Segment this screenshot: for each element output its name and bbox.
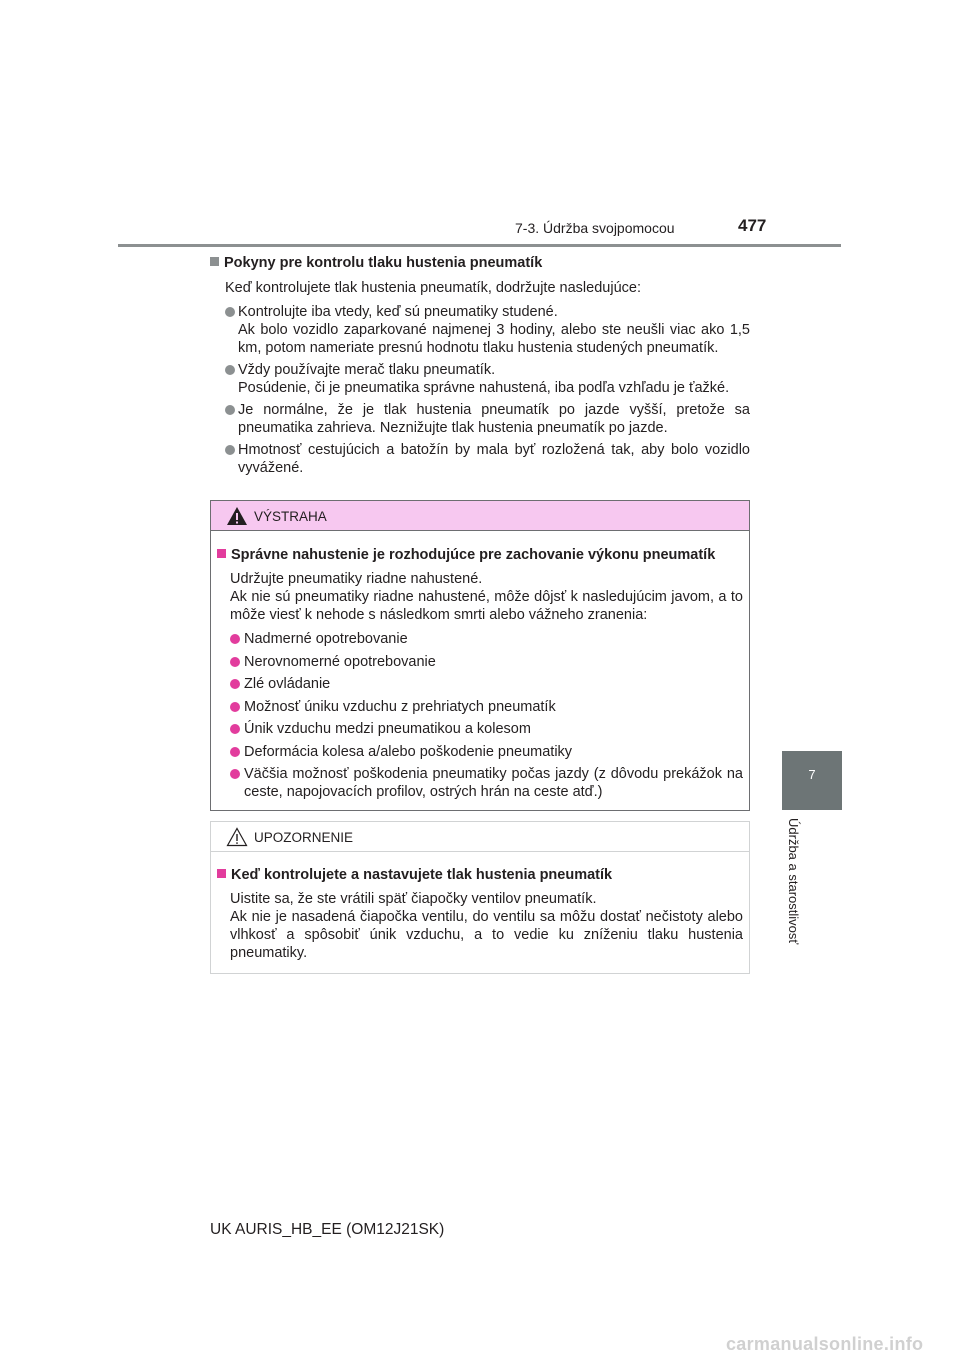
intro-text: Keď kontrolujete tlak hustenia pneumatík, dodržujte nasledujúce: [225,280,641,296]
square-bullet-icon [210,257,219,266]
chapter-side-label [784,818,806,968]
list-item: Kontrolujte iba vtedy, keď sú pneumatiky studené. Ak bolo vozidlo zaparkované najmenej 3 hodiny, alebo ste neušli viac ako 1,5 km, potom nameriate presnú hodnotu tlaku hustenia studených pneumatík. [210,303,750,357]
warning-header [211,501,749,531]
warning-list-item: Deformácia kolesa a/alebo poškodenie pneumatiky [217,743,743,761]
warning-triangle-icon [226,506,248,526]
square-bullet-icon [217,869,226,878]
chapter-tab [782,751,842,810]
warning-list-item: Zlé ovládanie [217,675,743,693]
warning-heading: Správne nahustenie je rozhodujúce pre zachovanie výkonu pneumatík [217,546,743,564]
caution-text: Uistite sa, že ste vrátili späť čiapočky ventilov pneumatík. Ak nie je nasadená čiapočka ventilu, do ventilu sa môžu dostať nečistoty alebo vlhkosť a spôsobiť únik vzduchu, a to vedie ku zníženiu tlaku hustenia pneumatiky. [230,891,743,961]
caution-body [211,852,749,962]
caution-triangle-icon [226,827,248,847]
circle-bullet-icon [225,365,235,375]
watermark: carmanualsonline.info [726,1334,924,1354]
list-item: Je normálne, že je tlak hustenia pneumatík po jazde vyšší, pretože sa pneumatika zahrieva. Neznižujte tlak hustenia pneumatík po jazde. [210,401,750,437]
chapter-number: 7 [808,767,816,782]
section-title: 7-3. Údržba svojpomocou [515,220,675,236]
circle-bullet-icon [230,634,240,644]
warning-list-item: Možnosť úniku vzduchu z prehriatych pneumatík [217,698,743,716]
warning-list-item: Nadmerné opotrebovanie [217,630,743,648]
header-divider [118,244,841,247]
warning-list-item: Nerovnomerné opotrebovanie [217,653,743,671]
page-number: 477 [738,216,767,235]
warning-intro: Udržujte pneumatiky riadne nahustené. Ak nie sú pneumatiky riadne nahustené, môže dôjsť k nasledujúcim javom, a to môže viesť k nehode s následkom smrti alebo vážneho zranenia: [230,571,743,623]
circle-bullet-icon [230,679,240,689]
chapter-title: Údržba a starostlivosť [786,818,801,945]
circle-bullet-icon [230,657,240,667]
square-bullet-icon [217,549,226,558]
warning-body [211,531,749,801]
circle-bullet-icon [225,307,235,317]
main-content [210,254,750,477]
circle-bullet-icon [225,405,235,415]
caution-heading: Keď kontrolujete a nastavujete tlak hustenia pneumatík [217,866,743,884]
circle-bullet-icon [230,702,240,712]
circle-bullet-icon [225,445,235,455]
list-item: Vždy používajte merač tlaku pneumatík. Posúdenie, či je pneumatika správne nahustená, iba podľa vzhľadu je ťažké. [210,361,750,397]
caution-label: UPOZORNENIE [254,830,354,845]
circle-bullet-icon [230,724,240,734]
section-heading: Pokyny pre kontrolu tlaku hustenia pneumatík [210,254,750,272]
footer-model-code: UK AURIS_HB_EE (OM12J21SK) [210,1221,445,1238]
circle-bullet-icon [230,747,240,757]
caution-box [210,821,750,974]
caution-header [211,822,749,852]
warning-list-item: Únik vzduchu medzi pneumatikou a kolesom [217,720,743,738]
list-item: Hmotnosť cestujúcich a batožín by mala byť rozložená tak, aby bolo vozidlo vyvážené. [210,441,750,477]
warning-list-item: Väčšia možnosť poškodenia pneumatiky počas jazdy (z dôvodu prekážok na ceste, napojovacích profilov, ostrých hrán na ceste atď.) [217,765,743,801]
warning-label: VÝSTRAHA [254,509,327,524]
circle-bullet-icon [230,769,240,779]
warning-box [210,500,750,811]
